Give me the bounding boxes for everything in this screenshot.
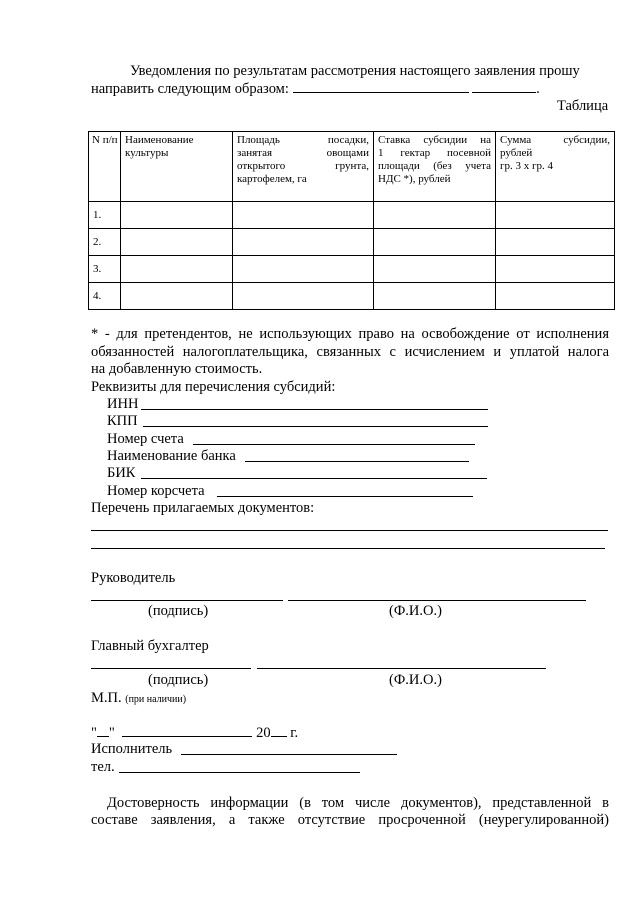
year-suffix: г. <box>290 725 299 741</box>
date-quote-open: " <box>91 725 97 741</box>
corr-account-field[interactable] <box>217 496 473 497</box>
stamp-place <box>91 690 186 708</box>
documents-field-line-1[interactable] <box>91 530 608 531</box>
header-number-text: N п/п <box>92 134 118 146</box>
header-rate-line: площади (без учета <box>378 160 491 172</box>
date-line <box>91 724 298 741</box>
table-header-row <box>89 132 615 202</box>
header-rate-line: 1 гектар посевной <box>378 147 491 159</box>
table-row <box>89 283 615 310</box>
year-field[interactable] <box>271 724 287 737</box>
inn-field[interactable] <box>141 409 488 410</box>
cell-rate[interactable] <box>374 283 496 310</box>
phone-field[interactable] <box>119 772 360 773</box>
table-caption: Таблица <box>557 98 609 114</box>
cell-area[interactable] <box>233 283 374 310</box>
cell-crop[interactable] <box>121 283 233 310</box>
header-sum-line: рублей <box>500 147 533 159</box>
chief-accountant-label: Главный бухгалтер <box>91 638 209 654</box>
footnote-line-2: обязанностей налогоплательщика, связанных с исчислением и уплатой налога <box>91 344 609 360</box>
footnote-line-3: на добавленную стоимость. <box>91 361 263 377</box>
cell-crop[interactable] <box>121 202 233 229</box>
account-field[interactable] <box>193 444 475 445</box>
header-rate-line: Ставка субсидии на <box>378 134 491 146</box>
corr-account-label: Номер корсчета <box>107 483 205 499</box>
intro-line-1: Уведомления по результатам рассмотрения настоящего заявления прошу <box>130 63 580 79</box>
cell-area[interactable] <box>233 229 374 256</box>
date-quote-close: " <box>108 725 115 741</box>
requisites-title: Реквизиты для перечисления субсидий: <box>91 379 336 395</box>
header-sum-line: Сумма субсидии, <box>500 134 610 146</box>
account-label: Номер счета <box>107 431 184 447</box>
row-number: 1. <box>89 202 121 229</box>
month-field[interactable] <box>122 724 252 737</box>
head-signature-field[interactable] <box>91 600 283 601</box>
table-row <box>89 256 615 283</box>
mp-note: (при наличии) <box>125 694 187 705</box>
cell-rate[interactable] <box>374 202 496 229</box>
row-number: 4. <box>89 283 121 310</box>
header-number <box>89 132 121 202</box>
bank-field[interactable] <box>245 461 469 462</box>
cell-sum[interactable] <box>496 283 615 310</box>
head-signature-caption: (подпись) <box>148 603 209 619</box>
cell-area[interactable] <box>233 202 374 229</box>
mp-label: М.П. <box>91 690 122 706</box>
cell-sum[interactable] <box>496 229 615 256</box>
accountant-name-caption: (Ф.И.О.) <box>389 672 442 688</box>
head-name-field[interactable] <box>288 600 586 601</box>
header-rate-line: НДС *), рублей <box>378 173 451 185</box>
header-crop-name-text: Наименование культуры <box>125 134 194 159</box>
row-number: 3. <box>89 256 121 283</box>
accountant-name-field[interactable] <box>257 668 546 669</box>
bik-field[interactable] <box>141 478 487 479</box>
head-name-caption: (Ф.И.О.) <box>389 603 442 619</box>
phone-label: тел. <box>91 759 115 775</box>
accountant-signature-caption: (подпись) <box>148 672 209 688</box>
cell-sum[interactable] <box>496 256 615 283</box>
kpp-label: КПП <box>107 413 138 429</box>
cell-sum[interactable] <box>496 202 615 229</box>
head-label: Руководитель <box>91 570 176 586</box>
subsidy-table <box>88 131 615 310</box>
table-row <box>89 202 615 229</box>
intro-line-2-text: направить следующим образом: <box>91 81 289 97</box>
day-field[interactable] <box>97 724 109 737</box>
cell-area[interactable] <box>233 256 374 283</box>
closing-line-1: Достоверность информации (в том числе документов), представленной в <box>107 795 609 811</box>
notification-method-field[interactable] <box>293 80 469 93</box>
header-area-line: картофелем, га <box>237 173 307 185</box>
documents-title: Перечень прилагаемых документов: <box>91 500 315 516</box>
year-prefix: 20 <box>256 725 271 741</box>
cell-crop[interactable] <box>121 229 233 256</box>
cell-crop[interactable] <box>121 256 233 283</box>
bik-label: БИК <box>107 465 136 481</box>
header-area-line: Площадь посадки, <box>237 134 369 146</box>
table-row <box>89 229 615 256</box>
inn-label: ИНН <box>107 396 139 412</box>
header-rate <box>374 132 496 202</box>
cell-rate[interactable] <box>374 256 496 283</box>
header-area-line: открытого грунта, <box>237 160 369 172</box>
accountant-signature-field[interactable] <box>91 668 251 669</box>
bank-label: Наименование банка <box>107 448 236 464</box>
executor-label: Исполнитель <box>91 741 173 757</box>
header-sum <box>496 132 615 202</box>
notification-method-field-2[interactable] <box>472 80 536 93</box>
header-crop-name <box>121 132 233 202</box>
intro-period: . <box>536 81 540 97</box>
footnote-line-1: * - для претендентов, не использующих право на освобождение от исполнения <box>91 326 609 342</box>
executor-field[interactable] <box>181 754 397 755</box>
cell-rate[interactable] <box>374 229 496 256</box>
kpp-field[interactable] <box>143 426 488 427</box>
documents-field-line-2[interactable] <box>91 548 605 549</box>
closing-line-2: составе заявления, а также отсутствие просроченной (неурегулированной) <box>91 812 609 828</box>
row-number: 2. <box>89 229 121 256</box>
header-area <box>233 132 374 202</box>
header-area-line: занятая овощами <box>237 147 369 159</box>
intro-line-2 <box>91 80 540 97</box>
header-sum-line: гр. 3 x гр. 4 <box>500 160 554 172</box>
